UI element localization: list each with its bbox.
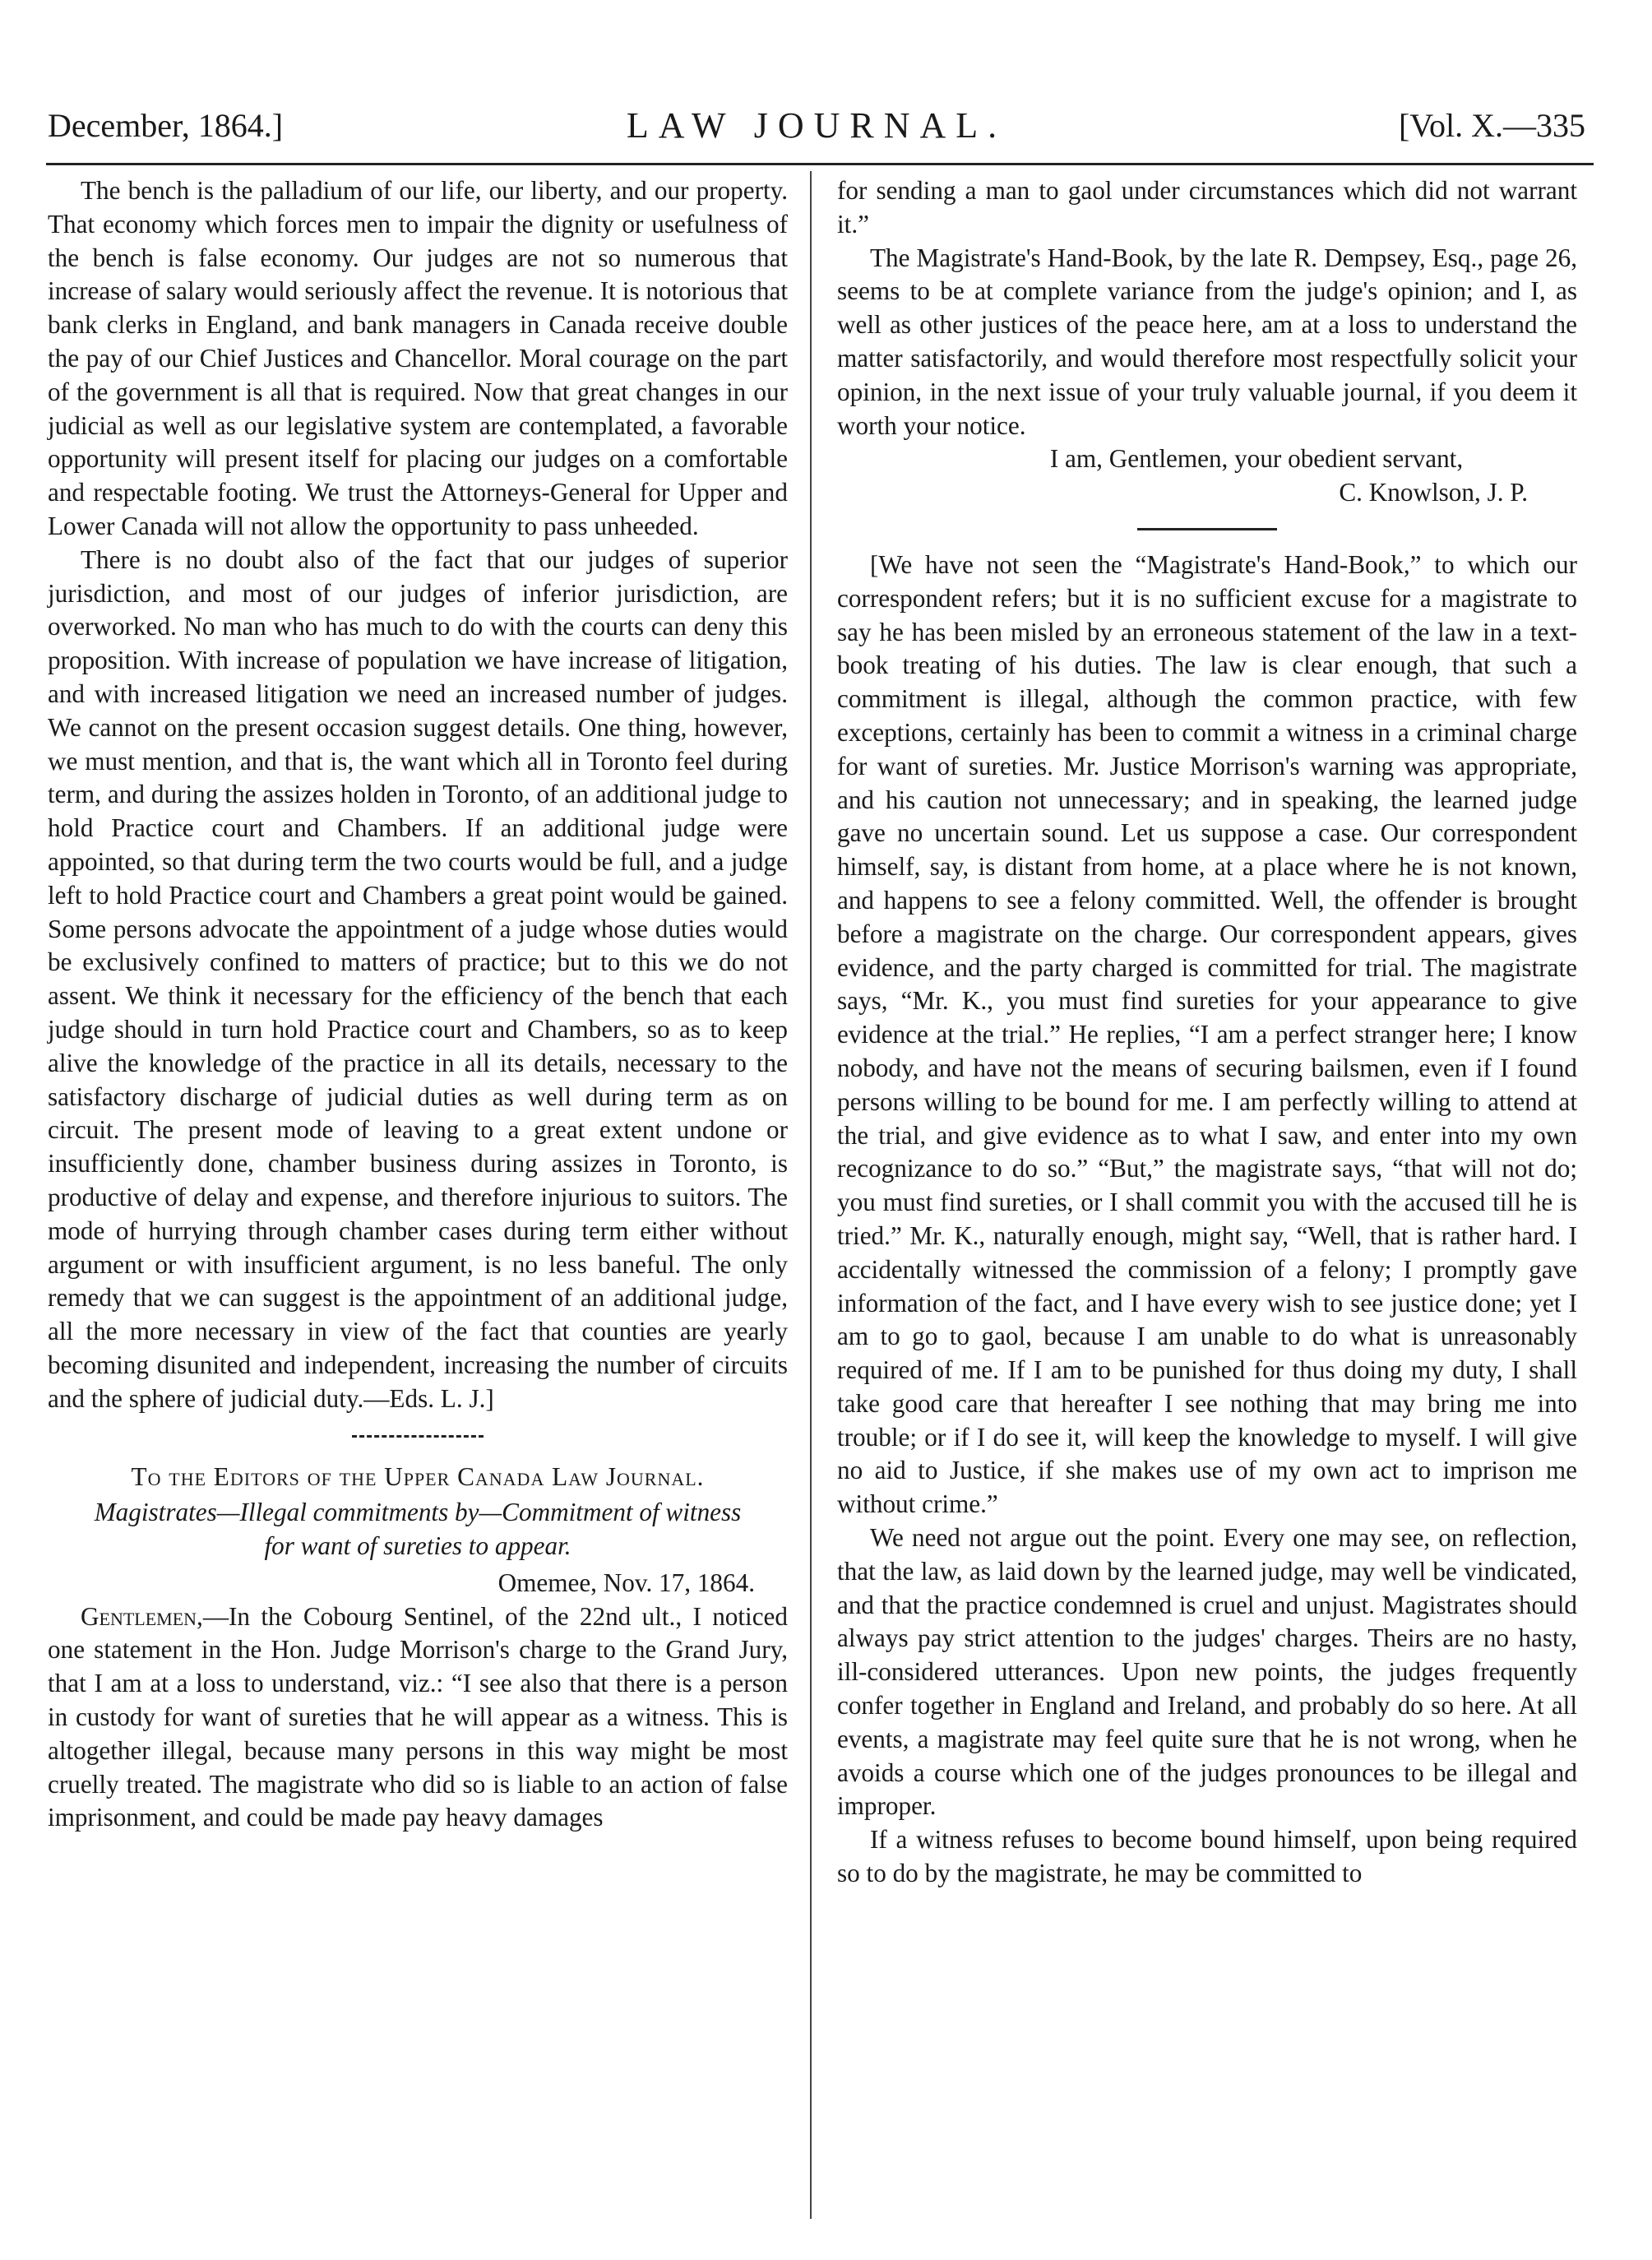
letter-subtitle: Magistrates—Illegal commitments by—Commitment of witness for want of sureties to appear. xyxy=(94,1498,742,1561)
right-column xyxy=(837,174,1577,1891)
letter-dateline: Omemee, Nov. 17, 1864. xyxy=(497,1568,755,1597)
paragraph: If a witness refuses to become bound himself, upon being required so to do by the magistrate, he may be committed to xyxy=(837,1825,1577,1888)
paragraph: There is no doubt also of the fact that our judges of superior jurisdiction, and most of our judges of inferior jurisdiction, are overworked. No man who has much to do with the courts can deny this proposition. With increase of population we have increase of litigation, and with increased litigation we need an increased number of judges. We cannot on the present occasion suggest details. One thing, however, we must mention, and that is, the want which all in Toronto feel during term, and during the assizes holden in Toronto, of an additional judge to hold Practice court and Chambers. If an additional judge were appointed, so that during term the two courts would be full, and a judge left to hold Practice court and Chambers a great point would be gained. Some persons advocate the appointment of a judge whose duties would be exclusively confined to matters of practice; but to this we do not assent. We think it necessary for the efficiency of the bench that each judge should in turn hold Practice court and Chambers, so as to keep alive the knowledge of the practice in all its details, necessary to the satisfactory discharge of judicial duties as well during term as on circuit. The present mode of leaving to a great extent undone or insufficiently done, chamber business during assizes in Toronto, is productive of delay and expense, and therefore injurious to suitors. The mode of hurrying through chamber cases during term either without argument or with insufficient argument, is no less baneful. The only remedy that we can suggest is the appointment of an additional judge, all the more necessary in view of the fact that counties are yearly becoming disunited and independent, increasing the number of circuits and the sphere of judicial duty.—Eds. L. J.] xyxy=(48,544,788,1413)
salutation: Gentlemen, xyxy=(81,1601,203,1631)
letter-heading: To the Editors of the Upper Canada Law Journal. xyxy=(131,1462,705,1492)
closing: I am, Gentlemen, your obedient servant, xyxy=(1049,444,1464,474)
letter-paragraph xyxy=(48,1600,788,1836)
letter-body: —In the Cobourg Sentinel, of the 22nd ult., I noticed one statement in the Hon. Judge Morrison's charge to the Grand Jury, that I am at a loss to understand, viz.: “I see also that there is a person in custody for want of sureties that he will appear as a witness. This is altogether illegal, because many persons in this way might be most cruelly treated. The magistrate who did so is liable to an action of false imprisonment, and could be made pay heavy damages xyxy=(48,1601,788,1832)
header-date: December, 1864.] xyxy=(48,107,284,144)
column-divider xyxy=(810,171,812,2219)
header-rule xyxy=(46,163,1594,165)
header-volume-page: [Vol. X.—335 xyxy=(1398,107,1585,144)
paragraph: The Magistrate's Hand-Book, by the late R. Dempsey, Esq., page 26, seems to be at complete variance from the judge's opinion; and I, as well as other justices of the peace here, am at a loss to understand the matter satisfactorily, and would therefore most respectfully solicit your opinion, in the next issue of your truly valuable journal, if you deem it worth your notice. xyxy=(837,243,1577,440)
journal-title: LAW JOURNAL. xyxy=(626,105,1007,146)
running-header xyxy=(39,97,1594,155)
section-divider xyxy=(1137,528,1277,530)
paragraph: The bench is the palladium of our life, our liberty, and our property. That economy which forces men to impair the dignity or usefulness of the bench is false economy. Our judges are not so numerous that increase of salary would seriously affect the revenue. It is notorious that bank clerks in England, and bank managers in Canada receive double the pay of our Chief Justices and Chancellor. Moral courage on the part of the government is all that is required. Now that great changes in our judicial as well as our legislative system are contemplated, a favorable opportunity will present itself for placing our judges on a comfortable and respectable footing. We trust the Attorneys-General for Upper and Lower Canada will not allow the opportunity to pass unheeded. xyxy=(48,176,788,540)
paragraph: for sending a man to gaol under circumstances which did not warrant it.” xyxy=(837,176,1577,239)
paragraph: We need not argue out the point. Every one may see, on reflection, that the law, as laid down by the learned judge, may well be vindicated, and that the practice condemned is cruel and unjust. Magistrates should always pay strict attention to the judges' charges. Theirs are no hasty, ill-considered utterances. Upon new points, the judges frequently confer together in England and Ireland, and probably do so here. At all events, a magistrate may feel quite sure that he is not wrong, when he avoids a course which one of the judges pronounces to be illegal and improper. xyxy=(837,1523,1577,1821)
section-divider xyxy=(352,1435,484,1438)
editor-response: [We have not seen the “Magistrate's Hand-Book,” to which our correspondent refers; but it is no sufficient excuse for a magistrate to say he has been misled by an erroneous statement of the law in a text-book treating of his duties. The law is clear enough, that such a commitment is illegal, although the common practice, with few exceptions, certainly has been to commit a witness in a criminal charge for want of sureties. Mr. Justice Morrison's warning was appropriate, and his caution not unnecessary; and in speaking, the learned judge gave no uncertain sound. Let us suppose a case. Our correspondent himself, say, is distant from home, at a place where he is not known, and happens to see a felony committed. Well, the offender is brought before a magistrate on the charge. Our correspondent appears, gives evidence, and the party charged is committed for trial. The magistrate says, “Mr. K., you must find sureties for your appearance to give evidence at the trial.” He replies, “I am a perfect stranger here; I know nobody, and have not the means of securing bailsmen, even if I found persons willing to be bound for me. I am perfectly willing to attend at the trial, and give evidence as to what I saw, and enter into my own recognizance to do so.” “But,” the magistrate says, “that will not do; you must find sureties, or I shall commit you with the accused till he is tried.” Mr. K., naturally enough, might say, “Well, that is rather hard. I accidentally witnessed the commission of a felony; I promptly gave information of the fact, and I have every wish to see justice done; yet I am to go to gaol, because I am unable to do what is unreasonably required of me. If I am to be punished for thus doing my duty, I shall take good care that hereafter I see nothing that may bring me into trouble; or if I do see it, will keep the knowledge to myself. I will give no aid to Justice, if she makes use of my own act to imprison me without crime.” xyxy=(837,549,1577,1519)
left-column xyxy=(48,174,788,1835)
signature: C. Knowlson, J. P. xyxy=(1339,478,1528,507)
